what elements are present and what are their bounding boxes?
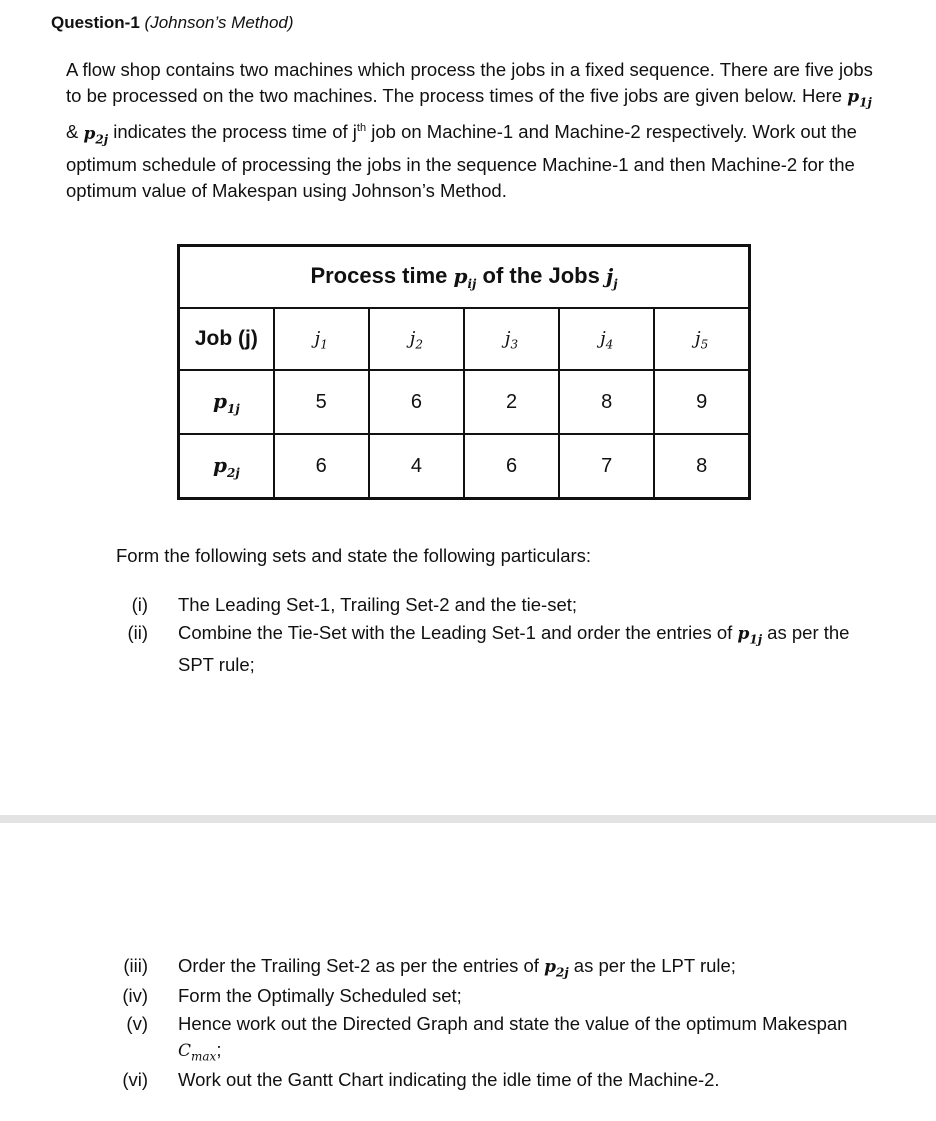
p2-cell: 7 bbox=[559, 434, 654, 499]
section-divider bbox=[0, 815, 936, 823]
list-item-vi: (vi) Work out the Gantt Chart indicating the idle time of the Machine-2. bbox=[122, 1069, 720, 1090]
p2-cell: 4 bbox=[369, 434, 464, 499]
para-text-1: A flow shop contains two machines which process the jobs in a fixed sequence. There are five jobs to be processed on the two machines. The process times of the five jobs are given below. Here bbox=[66, 59, 873, 106]
table-row-p1 bbox=[179, 370, 750, 434]
row-label-job: Job (j) bbox=[179, 308, 274, 370]
p2-cell: 8 bbox=[654, 434, 749, 499]
p2-cell: 6 bbox=[464, 434, 559, 499]
p1-cell: 6 bbox=[369, 370, 464, 434]
list-item-iii: (iii) Order the Trailing Set-2 as per the entries of $p_{2j}$ as per the LPT rule; bbox=[123, 955, 736, 980]
row-label-p2: $p_{2j}$ bbox=[179, 434, 274, 499]
table-row-jobs bbox=[179, 308, 750, 370]
job-cell: $j_1$ bbox=[274, 308, 369, 370]
para-sup: th bbox=[356, 122, 367, 135]
question-title bbox=[51, 13, 294, 33]
list-item-v: (v) Hence work out the Directed Graph and state the value of the optimum Makespan $C_{max}$; bbox=[126, 1013, 848, 1064]
var-p2j: $p_{2j}$ bbox=[83, 123, 109, 146]
list-item-i: (i) The Leading Set-1, Trailing Set-2 and the tie-set; bbox=[131, 594, 578, 615]
var-p1j: $p_{1j}$ bbox=[847, 87, 872, 110]
instructions-line: Form the following sets and state the following particulars: bbox=[116, 545, 592, 566]
list-item-ii: (ii) Combine the Tie-Set with the Leading Set-1 and order the entries of $p_{1j}$ as per the SPT rule; bbox=[127, 622, 850, 676]
table-header: Process time $p_{ij}$ of the Jobs $j_j$ bbox=[179, 246, 750, 309]
para-amp: & bbox=[66, 121, 84, 143]
p1-cell: 9 bbox=[654, 370, 749, 434]
p1-cell: 2 bbox=[464, 370, 559, 434]
p1-cell: 5 bbox=[274, 370, 369, 434]
row-label-p1: $p_{1j}$ bbox=[179, 370, 274, 434]
table-row-p2 bbox=[179, 434, 750, 499]
job-cell: $j_4$ bbox=[559, 308, 654, 370]
problem-paragraph bbox=[66, 57, 881, 204]
job-cell: $j_5$ bbox=[654, 308, 749, 370]
job-cell: $j_2$ bbox=[369, 308, 464, 370]
para-text-3: job on Machine-1 and Machine-2 respectively. Work out the optimum schedule of processing the jobs in the sequence Machine-1 and then Machine-2 for the optimum value of Makespan using Johnson’s Method. bbox=[66, 121, 857, 201]
p2-cell: 6 bbox=[274, 434, 369, 499]
question-method: (Johnson’s Method) bbox=[144, 13, 294, 32]
p1-cell: 8 bbox=[559, 370, 654, 434]
job-cell: $j_3$ bbox=[464, 308, 559, 370]
process-time-table bbox=[177, 244, 751, 500]
list-item-iv: (iv) Form the Optimally Scheduled set; bbox=[122, 985, 462, 1006]
para-text-2: indicates the process time of j bbox=[108, 121, 357, 143]
question-number: Question-1 bbox=[51, 13, 140, 32]
